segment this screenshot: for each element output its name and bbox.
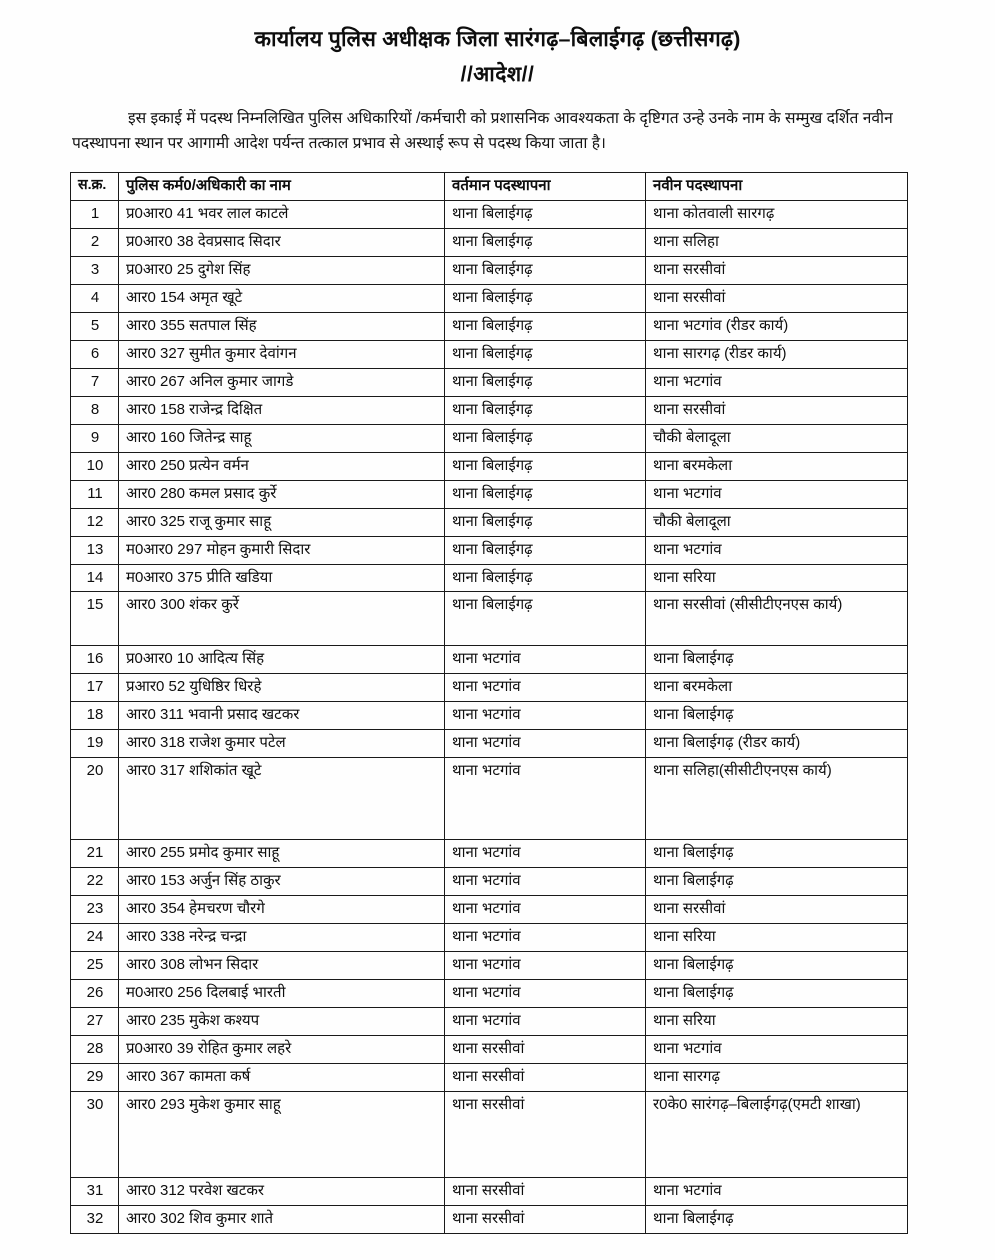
cell-officer-name: आर0 250 प्रत्येन वर्मन xyxy=(119,452,445,480)
cell-officer-name: आर0 312 परवेश खटकर xyxy=(119,1177,445,1205)
cell-serial: 10 xyxy=(71,452,119,480)
cell-new-posting: थाना सारगढ़ xyxy=(646,1063,908,1091)
cell-current-posting: थाना सरसीवां xyxy=(445,1035,646,1063)
cell-current-posting: थाना भटगांव xyxy=(445,979,646,1007)
cell-officer-name: प्र0आर0 41 भवर लाल काटले xyxy=(119,201,445,229)
table-row xyxy=(71,1035,908,1063)
cell-current-posting: थाना सरसीवां xyxy=(445,1091,646,1177)
cell-current-posting: थाना बिलाईगढ़ xyxy=(445,592,646,646)
cell-serial: 23 xyxy=(71,896,119,924)
cell-officer-name: आर0 338 नरेन्द्र चन्द्रा xyxy=(119,924,445,952)
cell-current-posting: थाना बिलाईगढ़ xyxy=(445,285,646,313)
cell-serial: 13 xyxy=(71,536,119,564)
cell-serial: 2 xyxy=(71,229,119,257)
cell-serial: 18 xyxy=(71,702,119,730)
cell-serial: 31 xyxy=(71,1177,119,1205)
table-header xyxy=(71,173,908,201)
table-row xyxy=(71,480,908,508)
cell-officer-name: आर0 367 कामता कर्ष xyxy=(119,1063,445,1091)
cell-serial: 11 xyxy=(71,480,119,508)
cell-current-posting: थाना बिलाईगढ़ xyxy=(445,229,646,257)
cell-new-posting: थाना सरसीवां xyxy=(646,257,908,285)
cell-current-posting: थाना भटगांव xyxy=(445,674,646,702)
cell-new-posting: थाना सरसीवां xyxy=(646,285,908,313)
table-row xyxy=(71,341,908,369)
cell-new-posting: थाना बिलाईगढ़ xyxy=(646,1205,908,1233)
cell-serial: 15 xyxy=(71,592,119,646)
transfer-table xyxy=(70,172,908,1233)
intro-paragraph: इस इकाई में पदस्थ निम्नलिखित पुलिस अधिकारियों /कर्मचारी को प्रशासनिक आवश्यकता के दृष्टिगत उन्हे उनके नाम के सम्मुख दर्शित नवीन पदस्थापना स्थान पर आगामी आदेश पर्यन्त तत्काल प्रभाव से अस्थाई रूप से पदस्थ किया जाता है। xyxy=(72,109,893,153)
cell-serial: 5 xyxy=(71,313,119,341)
cell-officer-name: म0आर0 375 प्रीति खडिया xyxy=(119,564,445,592)
cell-current-posting: थाना बिलाईगढ़ xyxy=(445,257,646,285)
table-row xyxy=(71,951,908,979)
cell-current-posting: थाना भटगांव xyxy=(445,730,646,758)
cell-serial: 24 xyxy=(71,924,119,952)
cell-current-posting: थाना बिलाईगढ़ xyxy=(445,508,646,536)
cell-new-posting: थाना बिलाईगढ़ xyxy=(646,702,908,730)
cell-officer-name: आर0 154 अमृत खूटे xyxy=(119,285,445,313)
cell-officer-name: आर0 355 सतपाल सिंह xyxy=(119,313,445,341)
cell-new-posting: थाना भटगांव xyxy=(646,480,908,508)
cell-current-posting: थाना सरसीवां xyxy=(445,1205,646,1233)
cell-officer-name: आर0 354 हेमचरण चौरगे xyxy=(119,896,445,924)
table-row xyxy=(71,368,908,396)
cell-new-posting: थाना सरसीवां xyxy=(646,896,908,924)
table-row xyxy=(71,702,908,730)
cell-officer-name: आर0 318 राजेश कुमार पटेल xyxy=(119,730,445,758)
cell-new-posting: थाना कोतवाली सारगढ़ xyxy=(646,201,908,229)
office-title: कार्यालय पुलिस अधीक्षक जिला सारंगढ़–बिलाईगढ़ (छत्तीसगढ़) xyxy=(254,27,741,51)
table-row xyxy=(71,1091,908,1177)
column-header-name: पुलिस कर्म0/अधिकारी का नाम xyxy=(119,173,445,201)
cell-current-posting: थाना सरसीवां xyxy=(445,1063,646,1091)
table-row xyxy=(71,396,908,424)
table-row xyxy=(71,452,908,480)
table-row xyxy=(71,313,908,341)
cell-current-posting: थाना भटगांव xyxy=(445,868,646,896)
table-row xyxy=(71,592,908,646)
cell-serial: 6 xyxy=(71,341,119,369)
cell-current-posting: थाना बिलाईगढ़ xyxy=(445,368,646,396)
cell-serial: 9 xyxy=(71,424,119,452)
cell-current-posting: थाना भटगांव xyxy=(445,646,646,674)
cell-current-posting: थाना बिलाईगढ़ xyxy=(445,536,646,564)
cell-new-posting: थाना बिलाईगढ़ xyxy=(646,868,908,896)
cell-serial: 4 xyxy=(71,285,119,313)
cell-current-posting: थाना भटगांव xyxy=(445,840,646,868)
cell-new-posting: थाना सलिहा xyxy=(646,229,908,257)
cell-officer-name: आर0 300 शंकर कुर्रे xyxy=(119,592,445,646)
cell-officer-name: आर0 317 शशिकांत खूटे xyxy=(119,758,445,840)
cell-new-posting: थाना बिलाईगढ़ xyxy=(646,646,908,674)
cell-officer-name: आर0 302 शिव कुमार शाते xyxy=(119,1205,445,1233)
cell-officer-name: आर0 255 प्रमोद कुमार साहू xyxy=(119,840,445,868)
order-title: //आदेश// xyxy=(460,62,535,86)
cell-serial: 17 xyxy=(71,674,119,702)
cell-serial: 26 xyxy=(71,979,119,1007)
table-row xyxy=(71,979,908,1007)
cell-officer-name: प्र0आर0 10 आदित्य सिंह xyxy=(119,646,445,674)
cell-officer-name: आर0 235 मुकेश कश्यप xyxy=(119,1007,445,1035)
cell-new-posting: थाना भटगांव (रीडर कार्य) xyxy=(646,313,908,341)
cell-new-posting: थाना बिलाईगढ़ (रीडर कार्य) xyxy=(646,730,908,758)
table-row xyxy=(71,1007,908,1035)
cell-current-posting: थाना बिलाईगढ़ xyxy=(445,313,646,341)
cell-new-posting: थाना बिलाईगढ़ xyxy=(646,951,908,979)
cell-officer-name: आर0 325 राजू कुमार साहू xyxy=(119,508,445,536)
cell-current-posting: थाना बिलाईगढ़ xyxy=(445,201,646,229)
cell-current-posting: थाना भटगांव xyxy=(445,758,646,840)
table-header-row xyxy=(71,173,908,201)
cell-officer-name: आर0 267 अनिल कुमार जागडे xyxy=(119,368,445,396)
cell-serial: 12 xyxy=(71,508,119,536)
table-row xyxy=(71,1177,908,1205)
cell-new-posting: थाना बिलाईगढ़ xyxy=(646,840,908,868)
cell-current-posting: थाना बिलाईगढ़ xyxy=(445,424,646,452)
cell-serial: 29 xyxy=(71,1063,119,1091)
cell-new-posting: थाना भटगांव xyxy=(646,1035,908,1063)
table-row xyxy=(71,201,908,229)
cell-officer-name: प्र0आर0 39 रोहित कुमार लहरे xyxy=(119,1035,445,1063)
cell-serial: 27 xyxy=(71,1007,119,1035)
table-row xyxy=(71,730,908,758)
cell-officer-name: आर0 308 लोभन सिदार xyxy=(119,951,445,979)
cell-serial: 30 xyxy=(71,1091,119,1177)
cell-current-posting: थाना भटगांव xyxy=(445,951,646,979)
cell-serial: 7 xyxy=(71,368,119,396)
cell-new-posting: थाना सलिहा(सीसीटीएनएस कार्य) xyxy=(646,758,908,840)
table-row xyxy=(71,257,908,285)
cell-officer-name: म0आर0 297 मोहन कुमारी सिदार xyxy=(119,536,445,564)
cell-current-posting: थाना भटगांव xyxy=(445,702,646,730)
table-row xyxy=(71,840,908,868)
cell-serial: 21 xyxy=(71,840,119,868)
table-row xyxy=(71,1063,908,1091)
cell-serial: 20 xyxy=(71,758,119,840)
cell-current-posting: थाना बिलाईगढ़ xyxy=(445,341,646,369)
cell-officer-name: प्र0आर0 25 दुगेश सिंह xyxy=(119,257,445,285)
cell-serial: 1 xyxy=(71,201,119,229)
cell-officer-name: आर0 327 सुमीत कुमार देवांगन xyxy=(119,341,445,369)
cell-new-posting: थाना भटगांव xyxy=(646,536,908,564)
cell-officer-name: आर0 293 मुकेश कुमार साहू xyxy=(119,1091,445,1177)
cell-serial: 16 xyxy=(71,646,119,674)
cell-new-posting: थाना बरमकेला xyxy=(646,674,908,702)
cell-current-posting: थाना बिलाईगढ़ xyxy=(445,452,646,480)
cell-officer-name: आर0 158 राजेन्द्र दिक्षित xyxy=(119,396,445,424)
cell-new-posting: चौकी बेलादूला xyxy=(646,424,908,452)
cell-officer-name: प्रआर0 52 युधिष्ठिर धिरहे xyxy=(119,674,445,702)
table-row xyxy=(71,758,908,840)
cell-current-posting: थाना भटगांव xyxy=(445,1007,646,1035)
cell-current-posting: थाना सरसीवां xyxy=(445,1177,646,1205)
transfer-table-container xyxy=(0,172,995,1233)
cell-new-posting: चौकी बेलादूला xyxy=(646,508,908,536)
document-header xyxy=(0,0,995,88)
cell-new-posting: थाना सरिया xyxy=(646,924,908,952)
cell-serial: 32 xyxy=(71,1205,119,1233)
cell-new-posting: थाना भटगांव xyxy=(646,368,908,396)
column-header-new: नवीन पदस्थापना xyxy=(646,173,908,201)
cell-new-posting: थाना भटगांव xyxy=(646,1177,908,1205)
cell-officer-name: आर0 160 जितेन्द्र साहू xyxy=(119,424,445,452)
cell-new-posting: थाना सरसीवां (सीसीटीएनएस कार्य) xyxy=(646,592,908,646)
column-header-serial: स.क्र. xyxy=(71,173,119,201)
cell-officer-name: आर0 280 कमल प्रसाद कुर्रे xyxy=(119,480,445,508)
cell-officer-name: आर0 311 भवानी प्रसाद खटकर xyxy=(119,702,445,730)
cell-serial: 14 xyxy=(71,564,119,592)
cell-new-posting: थाना सरिया xyxy=(646,564,908,592)
table-row xyxy=(71,896,908,924)
cell-serial: 3 xyxy=(71,257,119,285)
cell-serial: 28 xyxy=(71,1035,119,1063)
table-row xyxy=(71,868,908,896)
table-row xyxy=(71,424,908,452)
column-header-current: वर्तमान पदस्थापना xyxy=(445,173,646,201)
table-row xyxy=(71,536,908,564)
cell-serial: 19 xyxy=(71,730,119,758)
cell-serial: 25 xyxy=(71,951,119,979)
cell-current-posting: थाना बिलाईगढ़ xyxy=(445,396,646,424)
cell-serial: 22 xyxy=(71,868,119,896)
cell-new-posting: थाना सरिया xyxy=(646,1007,908,1035)
cell-new-posting: थाना बरमकेला xyxy=(646,452,908,480)
cell-current-posting: थाना भटगांव xyxy=(445,924,646,952)
cell-current-posting: थाना भटगांव xyxy=(445,896,646,924)
table-row xyxy=(71,285,908,313)
cell-officer-name: प्र0आर0 38 देवप्रसाद सिदार xyxy=(119,229,445,257)
table-row xyxy=(71,508,908,536)
cell-serial: 8 xyxy=(71,396,119,424)
table-row xyxy=(71,674,908,702)
table-body xyxy=(71,201,908,1233)
cell-officer-name: आर0 153 अर्जुन सिंह ठाकुर xyxy=(119,868,445,896)
table-row xyxy=(71,646,908,674)
table-row xyxy=(71,1205,908,1233)
cell-officer-name: म0आर0 256 दिलबाई भारती xyxy=(119,979,445,1007)
cell-new-posting: र0के0 सारंगढ़–बिलाईगढ़(एमटी शाखा) xyxy=(646,1091,908,1177)
table-row xyxy=(71,564,908,592)
cell-new-posting: थाना बिलाईगढ़ xyxy=(646,979,908,1007)
cell-new-posting: थाना सरसीवां xyxy=(646,396,908,424)
table-row xyxy=(71,924,908,952)
table-row xyxy=(71,229,908,257)
cell-current-posting: थाना बिलाईगढ़ xyxy=(445,480,646,508)
cell-new-posting: थाना सारगढ़ (रीडर कार्य) xyxy=(646,341,908,369)
cell-current-posting: थाना बिलाईगढ़ xyxy=(445,564,646,592)
